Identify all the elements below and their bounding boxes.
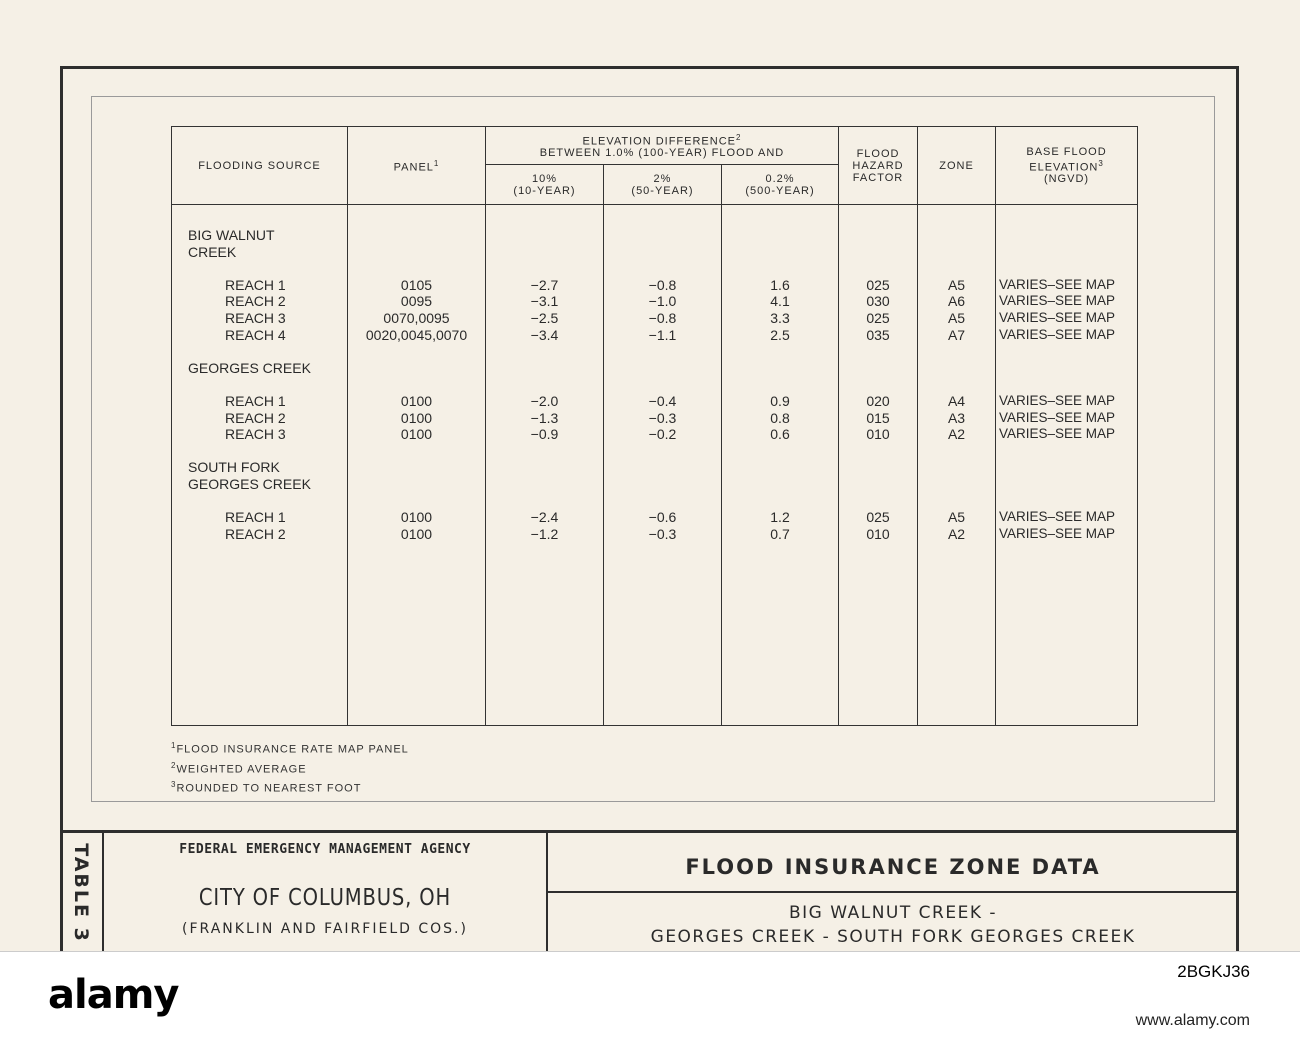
header-flood-hazard-factor: FLOOD HAZARD FACTOR: [839, 127, 918, 205]
column-flood-hazard-factor: [839, 205, 918, 726]
table-cell: [996, 476, 1137, 493]
table-cell: 020: [866, 392, 890, 409]
footnote-2: $^2$WEIGHTED AVERAGE: [171, 760, 307, 776]
table-cell: [839, 476, 917, 493]
table-cell: VARIES–SEE MAP: [999, 309, 1116, 325]
reach-label: REACH 1: [225, 509, 286, 526]
table-cell: [722, 443, 838, 460]
table-cell: −2.4: [530, 509, 559, 526]
table-cell: −3.1: [530, 293, 559, 310]
source-label: SOUTH FORK: [188, 459, 280, 476]
table-cell: [918, 360, 995, 377]
county-names: (FRANKLIN AND FAIRFIELD COS.): [182, 921, 468, 937]
table-cell: −2.0: [530, 392, 559, 409]
table-cell: 4.1: [770, 293, 790, 310]
table-cell: [486, 376, 603, 393]
table-cell: VARIES–SEE MAP: [999, 409, 1116, 425]
table-cell: [348, 227, 485, 244]
table-cell: [918, 376, 995, 393]
table-cell: 3.3: [770, 309, 790, 326]
table-cell: 0100: [400, 392, 433, 409]
table-cell: 010: [866, 525, 890, 542]
table-cell: [722, 244, 838, 261]
agency-cell: [104, 833, 548, 954]
table-cell: [604, 493, 721, 510]
table-cell: A4: [947, 392, 966, 409]
column-flooding-source: [172, 205, 348, 726]
table-cell: 0100: [400, 409, 433, 426]
table-cell: [839, 360, 917, 377]
table-cell: [996, 227, 1137, 244]
source-label: GEORGES CREEK: [188, 475, 311, 492]
table-cell: 025: [866, 309, 890, 326]
flood-data-table: [171, 126, 1138, 726]
footnotes: [171, 738, 409, 797]
reach-label: REACH 2: [225, 293, 286, 310]
column-10-percent: [486, 205, 604, 726]
table-cell: [839, 459, 917, 476]
table-cell: [604, 459, 721, 476]
table-cell: [918, 244, 995, 261]
reach-label: REACH 2: [225, 409, 286, 426]
table-cell: [839, 376, 917, 393]
table-cell: [918, 493, 995, 510]
table-cell: 015: [866, 409, 890, 426]
table-cell: VARIES–SEE MAP: [999, 276, 1116, 292]
table-cell: 025: [866, 276, 890, 293]
table-cell: [722, 459, 838, 476]
header-base-flood-elevation: BASE FLOOD ELEVATION$^3$ (NGVD): [996, 127, 1138, 205]
table-cell: [996, 376, 1137, 393]
table-cell: [348, 260, 485, 277]
image-id: 2BGKJ36: [1177, 962, 1250, 981]
table-cell: [918, 260, 995, 277]
table-cell: −0.2: [648, 426, 677, 443]
table-cell: [604, 227, 721, 244]
table-cell: VARIES–SEE MAP: [999, 426, 1116, 442]
table-cell: 0.6: [770, 426, 790, 443]
column-zone: [918, 205, 996, 726]
header-2-percent: 2% (50-YEAR): [604, 165, 722, 205]
table-cell: −0.9: [530, 426, 559, 443]
table-cell: [486, 443, 603, 460]
table-cell: [486, 244, 603, 261]
table-cell: −0.8: [648, 276, 677, 293]
source-label: [172, 493, 347, 510]
table-cell: [486, 476, 603, 493]
table-cell: [918, 227, 995, 244]
table-cell: [348, 360, 485, 377]
reach-label: REACH 3: [225, 426, 286, 443]
table-cell: [722, 227, 838, 244]
table-cell: [839, 260, 917, 277]
table-cell: [918, 443, 995, 460]
table-cell: −1.1: [648, 326, 677, 343]
brand-logo: alamy: [48, 972, 179, 1018]
table-cell: A2: [947, 525, 966, 542]
table-cell: [839, 493, 917, 510]
table-cell: 1.2: [770, 509, 790, 526]
column-2-percent: [604, 205, 722, 726]
table-cell: [918, 343, 995, 360]
table-number-cell: [60, 833, 104, 954]
source-label: BIG WALNUT: [188, 227, 275, 243]
reach-label: REACH 1: [225, 276, 286, 293]
table-cell: [604, 443, 721, 460]
table-cell: [722, 343, 838, 360]
header-0-2-percent: 0.2% (500-YEAR): [722, 165, 839, 205]
table-cell: 035: [866, 326, 890, 343]
header-10-percent: 10% (10-YEAR): [486, 165, 604, 205]
table-cell: [348, 459, 485, 476]
reach-label: REACH 1: [225, 392, 286, 409]
table-cell: [348, 443, 485, 460]
table-cell: [722, 260, 838, 277]
table-subtitle: [547, 893, 1239, 949]
header-elevation-difference: ELEVATION DIFFERENCE$^2$ BETWEEN 1.0% (100-YEAR) FLOOD AND: [486, 127, 839, 165]
table-cell: 0.7: [770, 525, 790, 542]
table-cell: [486, 459, 603, 476]
table-cell: −1.2: [530, 525, 559, 542]
table-cell: [996, 343, 1137, 360]
table-cell: [839, 227, 917, 244]
table-cell: [722, 476, 838, 493]
table-cell: 030: [866, 293, 890, 310]
table-cell: [996, 459, 1137, 476]
table-cell: −0.8: [648, 309, 677, 326]
header-flooding-source: FLOODING SOURCE: [172, 127, 348, 205]
column-0-2-percent: [722, 205, 839, 726]
table-cell: [604, 376, 721, 393]
table-cell: −0.3: [648, 409, 677, 426]
title-block: [60, 830, 1239, 954]
table-cell: VARIES–SEE MAP: [999, 509, 1116, 525]
table-cell: 0100: [400, 525, 433, 542]
table-cell: [839, 343, 917, 360]
table-cell: [486, 343, 603, 360]
header-zone: ZONE: [918, 127, 996, 205]
subtitle-line-2: GEORGES CREEK - SOUTH FORK GEORGES CREEK: [650, 927, 1136, 947]
table-cell: A5: [947, 509, 966, 526]
table-cell: [348, 343, 485, 360]
source-label: GEORGES CREEK: [188, 359, 311, 376]
table-cell: 0100: [400, 509, 433, 526]
table-cell: [839, 244, 917, 261]
table-cell: 0100: [400, 426, 433, 443]
agency-name: FEDERAL EMERGENCY MANAGEMENT AGENCY: [179, 842, 471, 857]
table-cell: [604, 260, 721, 277]
table-cell: A3: [947, 409, 966, 426]
table-cell: [839, 443, 917, 460]
table-cell: [486, 493, 603, 510]
site-url: www.alamy.com: [1135, 1012, 1250, 1029]
table-cell: VARIES–SEE MAP: [999, 525, 1116, 541]
table-cell: −0.6: [648, 509, 677, 526]
table-cell: −0.4: [648, 392, 677, 409]
table-cell: [348, 476, 485, 493]
table-cell: [996, 360, 1137, 377]
table-cell: A5: [947, 309, 966, 326]
table-cell: 0095: [400, 293, 433, 310]
table-cell: VARIES–SEE MAP: [999, 392, 1116, 408]
table-title-cell: [547, 833, 1239, 893]
community-name: CITY OF COLUMBUS, OH: [198, 885, 452, 911]
table-cell: 0020,0045,0070: [365, 326, 468, 343]
table-cell: −2.5: [530, 309, 559, 326]
table-cell: [918, 459, 995, 476]
table-cell: [348, 493, 485, 510]
footnote-1: $^1$FLOOD INSURANCE RATE MAP PANEL: [171, 741, 409, 756]
table-cell: [604, 244, 721, 261]
table-cell: −0.3: [648, 525, 677, 542]
table-cell: A7: [947, 326, 966, 343]
table-cell: [996, 493, 1137, 510]
table-title: FLOOD INSURANCE ZONE DATA: [685, 855, 1101, 879]
table-cell: 025: [866, 509, 890, 526]
table-cell: 2.5: [770, 326, 790, 343]
table-cell: [722, 493, 838, 510]
table-cell: −1.0: [648, 293, 677, 310]
stock-watermark-strip: [0, 951, 1300, 1042]
table-cell: [348, 376, 485, 393]
table-cell: 0.9: [770, 392, 790, 409]
table-cell: A2: [947, 426, 966, 443]
reach-label: REACH 4: [225, 326, 286, 343]
column-panel: [348, 205, 486, 726]
source-label: CREEK: [188, 243, 237, 260]
source-label: [172, 343, 347, 360]
table-number: TABLE 3: [70, 843, 92, 943]
table-cell: [722, 376, 838, 393]
table-cell: 0.8: [770, 409, 790, 426]
table-cell: VARIES–SEE MAP: [999, 293, 1116, 309]
reach-label: REACH 2: [225, 525, 286, 542]
table-cell: [604, 360, 721, 377]
table-cell: [996, 244, 1137, 261]
footnote-3: $^3$ROUNDED TO NEAREST FOOT: [171, 780, 362, 795]
table-cell: [348, 244, 485, 261]
table-cell: VARIES–SEE MAP: [999, 326, 1116, 342]
table-cell: 1.6: [770, 276, 790, 293]
table-cell: [604, 476, 721, 493]
header-panel: PANEL$^1$: [348, 127, 486, 205]
table-cell: −1.3: [530, 409, 559, 426]
reach-label: REACH 3: [225, 309, 286, 326]
table-cell: [996, 443, 1137, 460]
table-cell: 0105: [400, 276, 433, 293]
table-cell: A5: [947, 276, 966, 293]
table-cell: [604, 343, 721, 360]
table-cell: [996, 260, 1137, 277]
table-cell: [918, 476, 995, 493]
subtitle-line-1: BIG WALNUT CREEK -: [788, 903, 998, 923]
table-cell: 010: [866, 426, 890, 443]
table-cell: −2.7: [530, 276, 559, 293]
source-label: [172, 443, 347, 460]
table-cell: [722, 360, 838, 377]
table-cell: A6: [947, 293, 966, 310]
table-cell: [486, 260, 603, 277]
table-cell: 0070,0095: [383, 309, 450, 326]
table-cell: [486, 227, 603, 244]
column-base-flood-elevation: [996, 205, 1138, 726]
table-cell: −3.4: [530, 326, 559, 343]
source-label: [172, 260, 347, 277]
source-label: [172, 376, 347, 393]
table-cell: [486, 360, 603, 377]
